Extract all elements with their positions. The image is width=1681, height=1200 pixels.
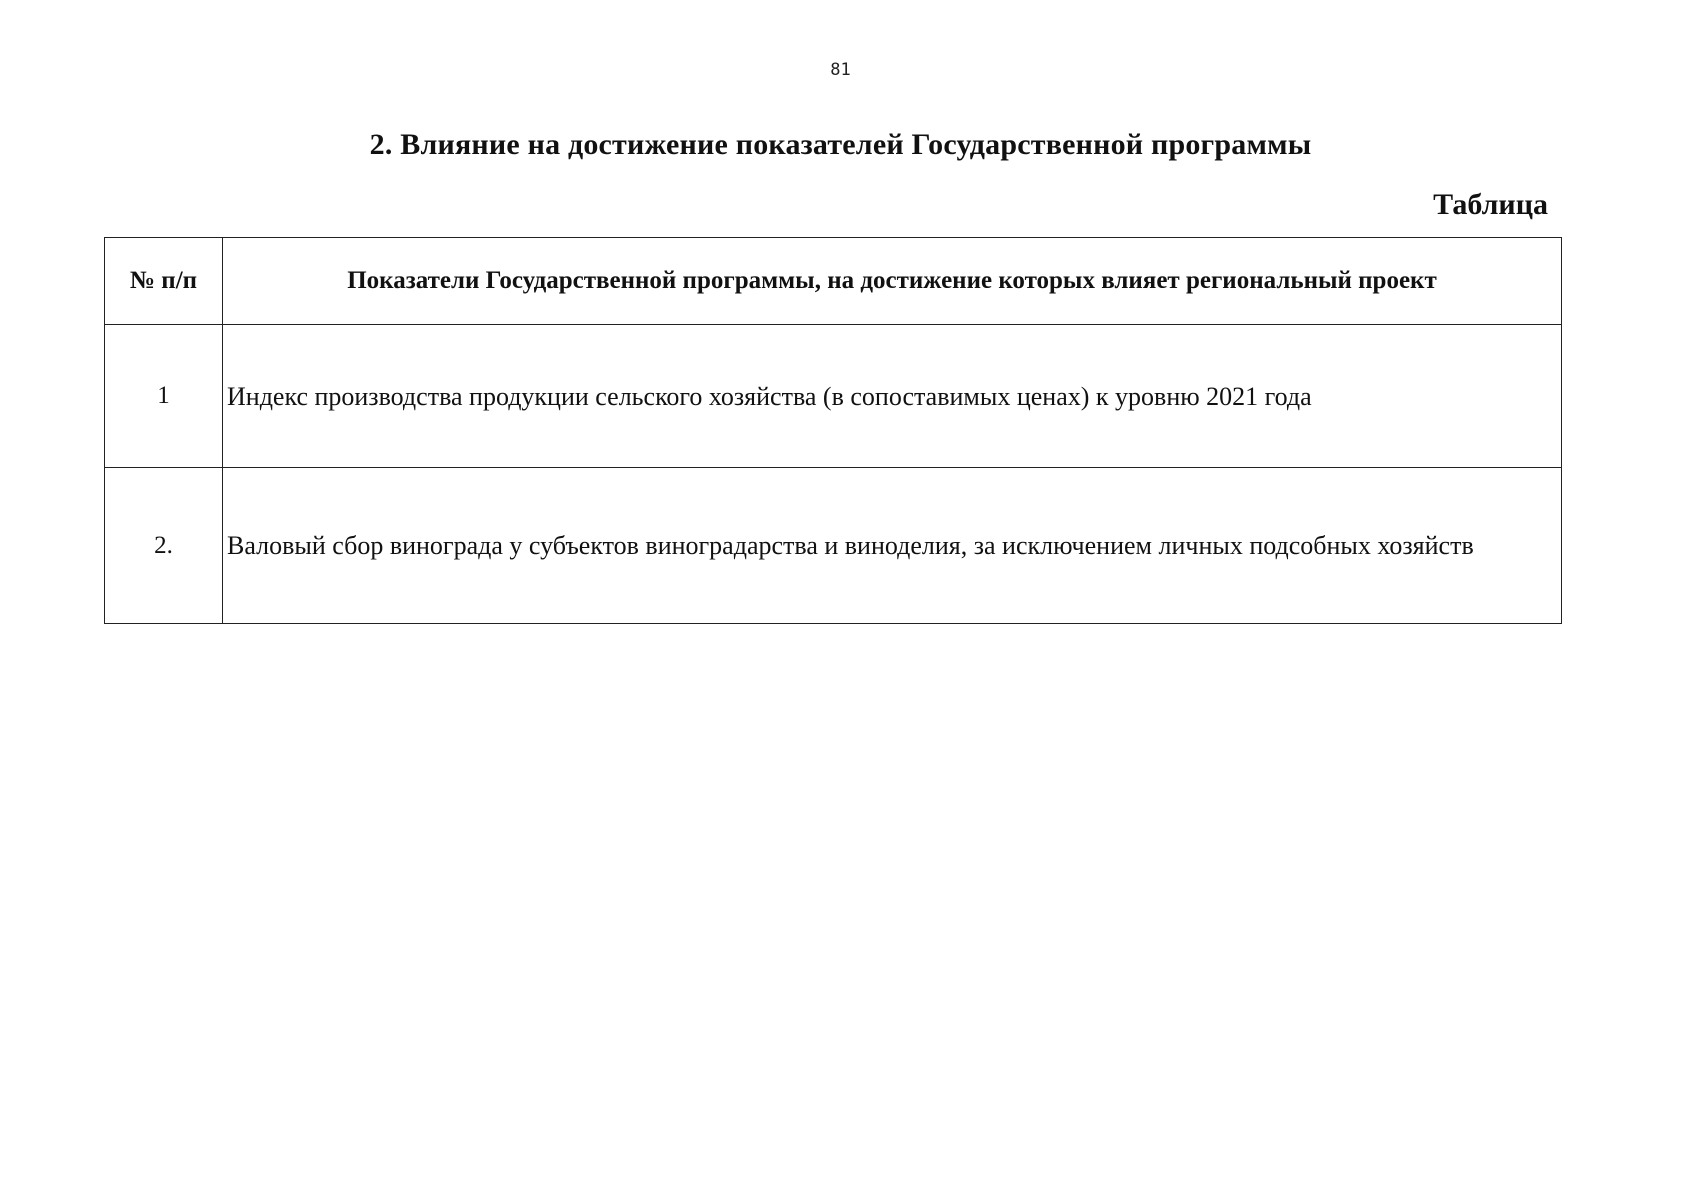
header-indicator: Показатели Государственной программы, на достижение которых влияет региональный проект bbox=[223, 238, 1562, 325]
page-number: 81 bbox=[830, 60, 851, 80]
row-indicator: Валовый сбор винограда у субъектов виноградарства и виноделия, за исключением личных подсобных хозяйств bbox=[223, 468, 1562, 624]
table-caption: Таблица bbox=[1433, 188, 1548, 221]
table-row bbox=[105, 325, 1562, 468]
row-number: 2. bbox=[105, 468, 223, 624]
header-number: № п/п bbox=[105, 238, 223, 325]
table-header-row bbox=[105, 238, 1562, 325]
row-indicator: Индекс производства продукции сельского хозяйства (в сопоставимых ценах) к уровню 2021 года bbox=[223, 325, 1562, 468]
table-row bbox=[105, 468, 1562, 624]
row-number: 1 bbox=[105, 325, 223, 468]
section-title: 2. Влияние на достижение показателей Государственной программы bbox=[369, 128, 1312, 161]
indicators-table bbox=[104, 237, 1562, 624]
